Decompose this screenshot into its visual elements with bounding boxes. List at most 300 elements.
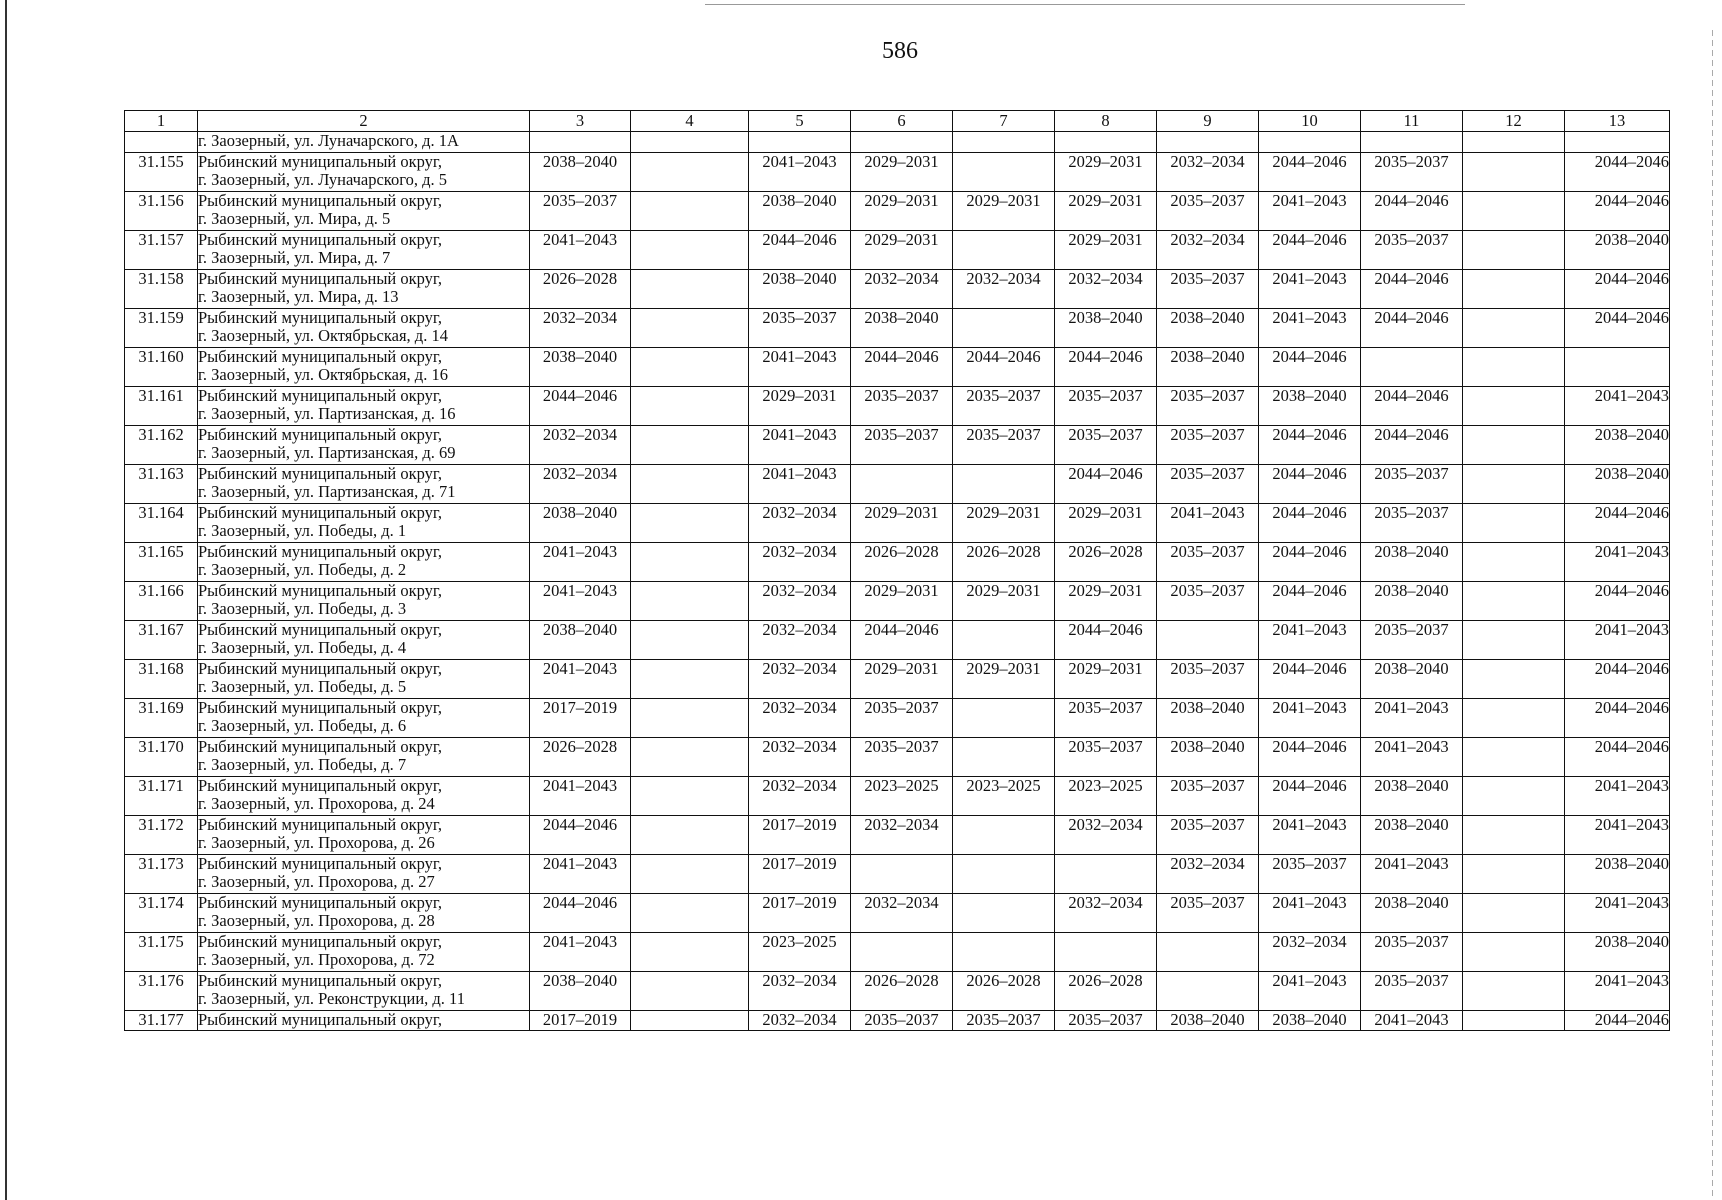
cell-num: 31.170: [125, 738, 198, 777]
cell-col5: 2032–2034: [749, 621, 851, 660]
cell-col11: 2038–2040: [1361, 816, 1463, 855]
cell-col13: 2038–2040: [1565, 465, 1670, 504]
cell-col10: 2041–2043: [1259, 699, 1361, 738]
cell-col10: 2038–2040: [1259, 387, 1361, 426]
cell-address: [198, 855, 530, 894]
address-line: г. Заозерный, ул. Прохорова, д. 24: [198, 794, 435, 813]
cell-col7: 2029–2031: [953, 192, 1055, 231]
cell-col13: 2044–2046: [1565, 582, 1670, 621]
cell-col7: [953, 465, 1055, 504]
cell-col13: 2044–2046: [1565, 153, 1670, 192]
address-line: Рыбинский муниципальный округ,: [198, 581, 442, 600]
cell-col8: 2029–2031: [1055, 660, 1157, 699]
cell-col3: 2038–2040: [530, 504, 631, 543]
cell-col9: 2032–2034: [1157, 231, 1259, 270]
cell-col3: 2032–2034: [530, 465, 631, 504]
cell-num: 31.163: [125, 465, 198, 504]
address-line: Рыбинский муниципальный округ,: [198, 191, 442, 210]
cell-col11: 2044–2046: [1361, 387, 1463, 426]
cell-col3: 2032–2034: [530, 426, 631, 465]
cell-col4: [631, 348, 749, 387]
cell-col8: [1055, 132, 1157, 153]
cell-col9: 2041–2043: [1157, 504, 1259, 543]
table-row: [125, 153, 1670, 192]
address-line: г. Заозерный, ул. Победы, д. 7: [198, 755, 407, 774]
cell-col9: 2038–2040: [1157, 738, 1259, 777]
cell-col11: 2035–2037: [1361, 933, 1463, 972]
cell-col5: 2032–2034: [749, 504, 851, 543]
cell-col11: 2038–2040: [1361, 777, 1463, 816]
header-col-12: 12: [1463, 111, 1565, 132]
header-col-5: 5: [749, 111, 851, 132]
cell-col6: 2035–2037: [851, 387, 953, 426]
cell-col12: [1463, 660, 1565, 699]
cell-col7: 2032–2034: [953, 270, 1055, 309]
cell-col4: [631, 816, 749, 855]
cell-col5: 2041–2043: [749, 465, 851, 504]
cell-col7: 2044–2046: [953, 348, 1055, 387]
cell-col10: 2044–2046: [1259, 231, 1361, 270]
cell-col10: 2032–2034: [1259, 933, 1361, 972]
cell-address: [198, 192, 530, 231]
header-col-6: 6: [851, 111, 953, 132]
cell-col12: [1463, 270, 1565, 309]
cell-col10: 2044–2046: [1259, 153, 1361, 192]
cell-num: 31.175: [125, 933, 198, 972]
cell-col8: 2032–2034: [1055, 894, 1157, 933]
cell-col8: 2029–2031: [1055, 231, 1157, 270]
cell-col7: [953, 132, 1055, 153]
cell-col5: 2044–2046: [749, 231, 851, 270]
cell-col5: 2032–2034: [749, 660, 851, 699]
cell-col12: [1463, 894, 1565, 933]
address-line: Рыбинский муниципальный округ,: [198, 815, 442, 834]
cell-col9: 2038–2040: [1157, 348, 1259, 387]
cell-address: г. Заозерный, ул. Луначарского, д. 1А: [198, 132, 530, 153]
cell-col10: 2041–2043: [1259, 894, 1361, 933]
address-line: г. Заозерный, ул. Мира, д. 5: [198, 209, 391, 228]
cell-col10: 2041–2043: [1259, 621, 1361, 660]
cell-num: 31.174: [125, 894, 198, 933]
cell-col7: 2023–2025: [953, 777, 1055, 816]
cell-col12: [1463, 387, 1565, 426]
address-line: г. Заозерный, ул. Партизанская, д. 16: [198, 404, 456, 423]
table-row: [125, 270, 1670, 309]
page-scan-edge-top: [705, 4, 1465, 5]
cell-address: [198, 660, 530, 699]
cell-col9: 2035–2037: [1157, 894, 1259, 933]
cell-col11: 2035–2037: [1361, 621, 1463, 660]
address-line: г. Заозерный, ул. Октябрьская, д. 14: [198, 326, 448, 345]
cell-col3: 2026–2028: [530, 738, 631, 777]
address-line: Рыбинский муниципальный округ,: [198, 464, 442, 483]
cell-address: [198, 777, 530, 816]
cell-address: [198, 972, 530, 1011]
cell-col4: [631, 933, 749, 972]
cell-col8: 2035–2037: [1055, 738, 1157, 777]
cell-col8: 2044–2046: [1055, 621, 1157, 660]
cell-col12: [1463, 309, 1565, 348]
cell-col12: [1463, 426, 1565, 465]
cell-col11: 2044–2046: [1361, 270, 1463, 309]
table-row: [125, 855, 1670, 894]
cell-col8: 2044–2046: [1055, 465, 1157, 504]
cell-col11: 2041–2043: [1361, 855, 1463, 894]
cell-address: [198, 270, 530, 309]
page-scan-edge-right: [1712, 30, 1713, 1200]
cell-col12: [1463, 699, 1565, 738]
cell-col5: 2032–2034: [749, 777, 851, 816]
cell-col3: 2044–2046: [530, 387, 631, 426]
cell-col4: [631, 972, 749, 1011]
address-line: Рыбинский муниципальный округ,: [198, 425, 442, 444]
header-col-9: 9: [1157, 111, 1259, 132]
cell-col5: 2032–2034: [749, 972, 851, 1011]
cell-address: [198, 699, 530, 738]
cell-col13: 2044–2046: [1565, 270, 1670, 309]
cell-col8: 2026–2028: [1055, 543, 1157, 582]
cell-col9: [1157, 621, 1259, 660]
cell-col12: [1463, 153, 1565, 192]
cell-col12: [1463, 738, 1565, 777]
cell-col6: 2035–2037: [851, 426, 953, 465]
cell-num: 31.177: [125, 1011, 198, 1031]
cell-num: 31.176: [125, 972, 198, 1011]
address-line: г. Заозерный, ул. Победы, д. 4: [198, 638, 407, 657]
cell-col4: [631, 855, 749, 894]
table-row: [125, 465, 1670, 504]
cell-col10: 2044–2046: [1259, 582, 1361, 621]
cell-col11: 2041–2043: [1361, 699, 1463, 738]
cell-address: [198, 1011, 530, 1031]
address-line: Рыбинский муниципальный округ,: [198, 932, 442, 951]
address-line: Рыбинский муниципальный округ,: [198, 347, 442, 366]
cell-col9: 2032–2034: [1157, 153, 1259, 192]
cell-col8: 2029–2031: [1055, 192, 1157, 231]
cell-col13: 2044–2046: [1565, 699, 1670, 738]
table-row: [125, 192, 1670, 231]
cell-col9: 2038–2040: [1157, 309, 1259, 348]
address-line: г. Заозерный, ул. Победы, д. 6: [198, 716, 407, 735]
cell-col11: [1361, 132, 1463, 153]
cell-col7: [953, 738, 1055, 777]
cell-col3: 2038–2040: [530, 153, 631, 192]
cell-col3: 2044–2046: [530, 816, 631, 855]
cell-col6: 2026–2028: [851, 972, 953, 1011]
cell-num: 31.156: [125, 192, 198, 231]
cell-col11: 2041–2043: [1361, 738, 1463, 777]
cell-col5: 2032–2034: [749, 738, 851, 777]
cell-col11: 2044–2046: [1361, 426, 1463, 465]
cell-col8: 2032–2034: [1055, 270, 1157, 309]
cell-num: 31.166: [125, 582, 198, 621]
cell-col10: 2041–2043: [1259, 270, 1361, 309]
cell-col13: 2044–2046: [1565, 738, 1670, 777]
address-line: г. Заозерный, ул. Прохорова, д. 27: [198, 872, 435, 891]
cell-col6: [851, 132, 953, 153]
cell-num: 31.167: [125, 621, 198, 660]
address-line: Рыбинский муниципальный округ,: [198, 1010, 442, 1029]
cell-col3: 2044–2046: [530, 894, 631, 933]
cell-col13: 2044–2046: [1565, 504, 1670, 543]
cell-col8: 2032–2034: [1055, 816, 1157, 855]
cell-col9: 2035–2037: [1157, 387, 1259, 426]
cell-col11: 2035–2037: [1361, 153, 1463, 192]
cell-col7: 2035–2037: [953, 387, 1055, 426]
cell-num: 31.162: [125, 426, 198, 465]
table-row: [125, 777, 1670, 816]
cell-col4: [631, 387, 749, 426]
cell-col7: [953, 153, 1055, 192]
cell-col3: [530, 132, 631, 153]
cell-col9: [1157, 933, 1259, 972]
cell-col3: 2035–2037: [530, 192, 631, 231]
cell-col7: 2035–2037: [953, 1011, 1055, 1031]
address-line: Рыбинский муниципальный округ,: [198, 776, 442, 795]
cell-col10: 2035–2037: [1259, 855, 1361, 894]
table-row: [125, 699, 1670, 738]
cell-address: [198, 309, 530, 348]
table-row: [125, 387, 1670, 426]
cell-col3: 2017–2019: [530, 699, 631, 738]
cell-col5: 2029–2031: [749, 387, 851, 426]
table-row: [125, 504, 1670, 543]
cell-col6: 2029–2031: [851, 660, 953, 699]
cell-col10: 2044–2046: [1259, 465, 1361, 504]
table-row: [125, 660, 1670, 699]
cell-col6: 2044–2046: [851, 621, 953, 660]
cell-col8: 2035–2037: [1055, 699, 1157, 738]
cell-col13: 2044–2046: [1565, 309, 1670, 348]
cell-col9: 2035–2037: [1157, 270, 1259, 309]
schedule-table: [124, 110, 1670, 1031]
cell-address: [198, 738, 530, 777]
cell-address: [198, 816, 530, 855]
cell-col12: [1463, 348, 1565, 387]
address-line: Рыбинский муниципальный округ,: [198, 854, 442, 873]
cell-col6: 2029–2031: [851, 504, 953, 543]
cell-col5: 2032–2034: [749, 582, 851, 621]
address-line: г. Заозерный, ул. Победы, д. 1: [198, 521, 407, 540]
address-line: Рыбинский муниципальный округ,: [198, 269, 442, 288]
cell-col12: [1463, 192, 1565, 231]
cell-col9: 2035–2037: [1157, 777, 1259, 816]
cell-col4: [631, 465, 749, 504]
cell-col9: 2038–2040: [1157, 1011, 1259, 1031]
cell-col9: 2035–2037: [1157, 426, 1259, 465]
cell-col6: 2038–2040: [851, 309, 953, 348]
cell-col6: 2032–2034: [851, 270, 953, 309]
cell-col10: 2044–2046: [1259, 738, 1361, 777]
address-line: г. Заозерный, ул. Мира, д. 7: [198, 248, 391, 267]
cell-col13: 2038–2040: [1565, 933, 1670, 972]
cell-col13: 2038–2040: [1565, 855, 1670, 894]
cell-col7: [953, 816, 1055, 855]
cell-col3: 2041–2043: [530, 231, 631, 270]
cell-col8: 2038–2040: [1055, 309, 1157, 348]
address-line: г. Заозерный, ул. Партизанская, д. 71: [198, 482, 456, 501]
cell-col10: 2038–2040: [1259, 1011, 1361, 1031]
cell-address: [198, 348, 530, 387]
cell-col6: 2035–2037: [851, 738, 953, 777]
header-col-8: 8: [1055, 111, 1157, 132]
table-row: [125, 309, 1670, 348]
cell-col12: [1463, 972, 1565, 1011]
cell-col8: 2026–2028: [1055, 972, 1157, 1011]
cell-col12: [1463, 465, 1565, 504]
table-row: [125, 426, 1670, 465]
table-row: [125, 933, 1670, 972]
cell-col7: [953, 621, 1055, 660]
cell-col11: 2038–2040: [1361, 582, 1463, 621]
cell-col3: 2032–2034: [530, 309, 631, 348]
cell-col8: 2035–2037: [1055, 1011, 1157, 1031]
header-col-3: 3: [530, 111, 631, 132]
cell-col7: 2029–2031: [953, 504, 1055, 543]
cell-col5: 2041–2043: [749, 348, 851, 387]
table-row: [125, 621, 1670, 660]
cell-col5: 2038–2040: [749, 270, 851, 309]
cell-col7: [953, 309, 1055, 348]
cell-col10: 2044–2046: [1259, 660, 1361, 699]
cell-col13: 2041–2043: [1565, 777, 1670, 816]
cell-col6: 2023–2025: [851, 777, 953, 816]
cell-col13: 2044–2046: [1565, 1011, 1670, 1031]
cell-num: 31.165: [125, 543, 198, 582]
cell-col5: 2017–2019: [749, 816, 851, 855]
cell-col13: 2041–2043: [1565, 387, 1670, 426]
cell-col9: 2035–2037: [1157, 660, 1259, 699]
cell-col11: 2035–2037: [1361, 465, 1463, 504]
cell-col4: [631, 504, 749, 543]
cell-col6: 2029–2031: [851, 231, 953, 270]
address-line: г. Заозерный, ул. Прохорова, д. 72: [198, 950, 435, 969]
cell-col6: 2044–2046: [851, 348, 953, 387]
cell-col11: 2038–2040: [1361, 660, 1463, 699]
cell-col5: [749, 132, 851, 153]
address-line: г. Заозерный, ул. Мира, д. 13: [198, 287, 399, 306]
cell-col8: [1055, 933, 1157, 972]
cell-num: 31.171: [125, 777, 198, 816]
cell-col13: 2038–2040: [1565, 426, 1670, 465]
cell-col7: 2026–2028: [953, 543, 1055, 582]
cell-col9: 2035–2037: [1157, 465, 1259, 504]
cell-col7: 2035–2037: [953, 426, 1055, 465]
address-line: Рыбинский муниципальный округ,: [198, 308, 442, 327]
cell-col9: 2035–2037: [1157, 582, 1259, 621]
cell-num: 31.155: [125, 153, 198, 192]
address-line: Рыбинский муниципальный округ,: [198, 542, 442, 561]
cell-col13: 2041–2043: [1565, 816, 1670, 855]
cell-col3: 2038–2040: [530, 621, 631, 660]
cell-col4: [631, 699, 749, 738]
cell-num: [125, 132, 198, 153]
cell-col8: 2029–2031: [1055, 153, 1157, 192]
cell-col5: 2032–2034: [749, 543, 851, 582]
address-line: г. Заозерный, ул. Победы, д. 2: [198, 560, 407, 579]
cell-col12: [1463, 504, 1565, 543]
cell-col11: 2041–2043: [1361, 1011, 1463, 1031]
cell-col9: 2035–2037: [1157, 816, 1259, 855]
address-line: г. Заозерный, ул. Прохорова, д. 28: [198, 911, 435, 930]
cell-col7: 2029–2031: [953, 660, 1055, 699]
cell-address: [198, 621, 530, 660]
cell-col7: [953, 894, 1055, 933]
cell-num: 31.158: [125, 270, 198, 309]
cell-col10: 2041–2043: [1259, 192, 1361, 231]
table-row: [125, 543, 1670, 582]
cell-col4: [631, 231, 749, 270]
cell-col8: 2023–2025: [1055, 777, 1157, 816]
cell-col9: 2035–2037: [1157, 192, 1259, 231]
address-line: Рыбинский муниципальный округ,: [198, 386, 442, 405]
cell-col6: 2029–2031: [851, 153, 953, 192]
address-line: Рыбинский муниципальный округ,: [198, 893, 442, 912]
cell-col13: [1565, 348, 1670, 387]
cell-col5: 2017–2019: [749, 894, 851, 933]
cell-col13: 2044–2046: [1565, 660, 1670, 699]
cell-col8: 2035–2037: [1055, 426, 1157, 465]
cell-col6: 2029–2031: [851, 192, 953, 231]
cell-address: [198, 231, 530, 270]
table-body: [125, 111, 1670, 1031]
cell-col3: 2041–2043: [530, 582, 631, 621]
cell-col4: [631, 309, 749, 348]
address-line: Рыбинский муниципальный округ,: [198, 737, 442, 756]
cell-address: [198, 387, 530, 426]
cell-num: 31.173: [125, 855, 198, 894]
cell-col3: 2041–2043: [530, 777, 631, 816]
cell-col4: [631, 1011, 749, 1031]
cell-col12: [1463, 582, 1565, 621]
address-line: Рыбинский муниципальный округ,: [198, 503, 442, 522]
cell-col9: [1157, 972, 1259, 1011]
cell-col4: [631, 192, 749, 231]
cell-col3: 2026–2028: [530, 270, 631, 309]
cell-col13: [1565, 132, 1670, 153]
header-col-10: 10: [1259, 111, 1361, 132]
cell-col12: [1463, 543, 1565, 582]
cell-col10: 2044–2046: [1259, 504, 1361, 543]
cell-col9: 2038–2040: [1157, 699, 1259, 738]
address-line: Рыбинский муниципальный округ,: [198, 971, 442, 990]
cell-col3: 2041–2043: [530, 543, 631, 582]
cell-col4: [631, 153, 749, 192]
cell-col13: 2041–2043: [1565, 894, 1670, 933]
cell-col4: [631, 660, 749, 699]
address-line: г. Заозерный, ул. Реконструкции, д. 11: [198, 989, 465, 1008]
cell-col5: 2035–2037: [749, 309, 851, 348]
cell-col10: 2044–2046: [1259, 543, 1361, 582]
cell-col7: 2026–2028: [953, 972, 1055, 1011]
cell-col10: 2041–2043: [1259, 972, 1361, 1011]
cell-col11: 2044–2046: [1361, 309, 1463, 348]
cell-col5: 2017–2019: [749, 855, 851, 894]
continuation-row: [125, 132, 1670, 153]
cell-col6: [851, 933, 953, 972]
cell-col6: 2032–2034: [851, 894, 953, 933]
cell-col4: [631, 582, 749, 621]
cell-address: [198, 465, 530, 504]
address-line: Рыбинский муниципальный округ,: [198, 230, 442, 249]
address-line: г. Заозерный, ул. Октябрьская, д. 16: [198, 365, 448, 384]
cell-num: 31.159: [125, 309, 198, 348]
cell-col8: 2029–2031: [1055, 504, 1157, 543]
address-line: г. Заозерный, ул. Партизанская, д. 69: [198, 443, 456, 462]
cell-col10: 2044–2046: [1259, 348, 1361, 387]
cell-col11: [1361, 348, 1463, 387]
cell-col8: 2044–2046: [1055, 348, 1157, 387]
